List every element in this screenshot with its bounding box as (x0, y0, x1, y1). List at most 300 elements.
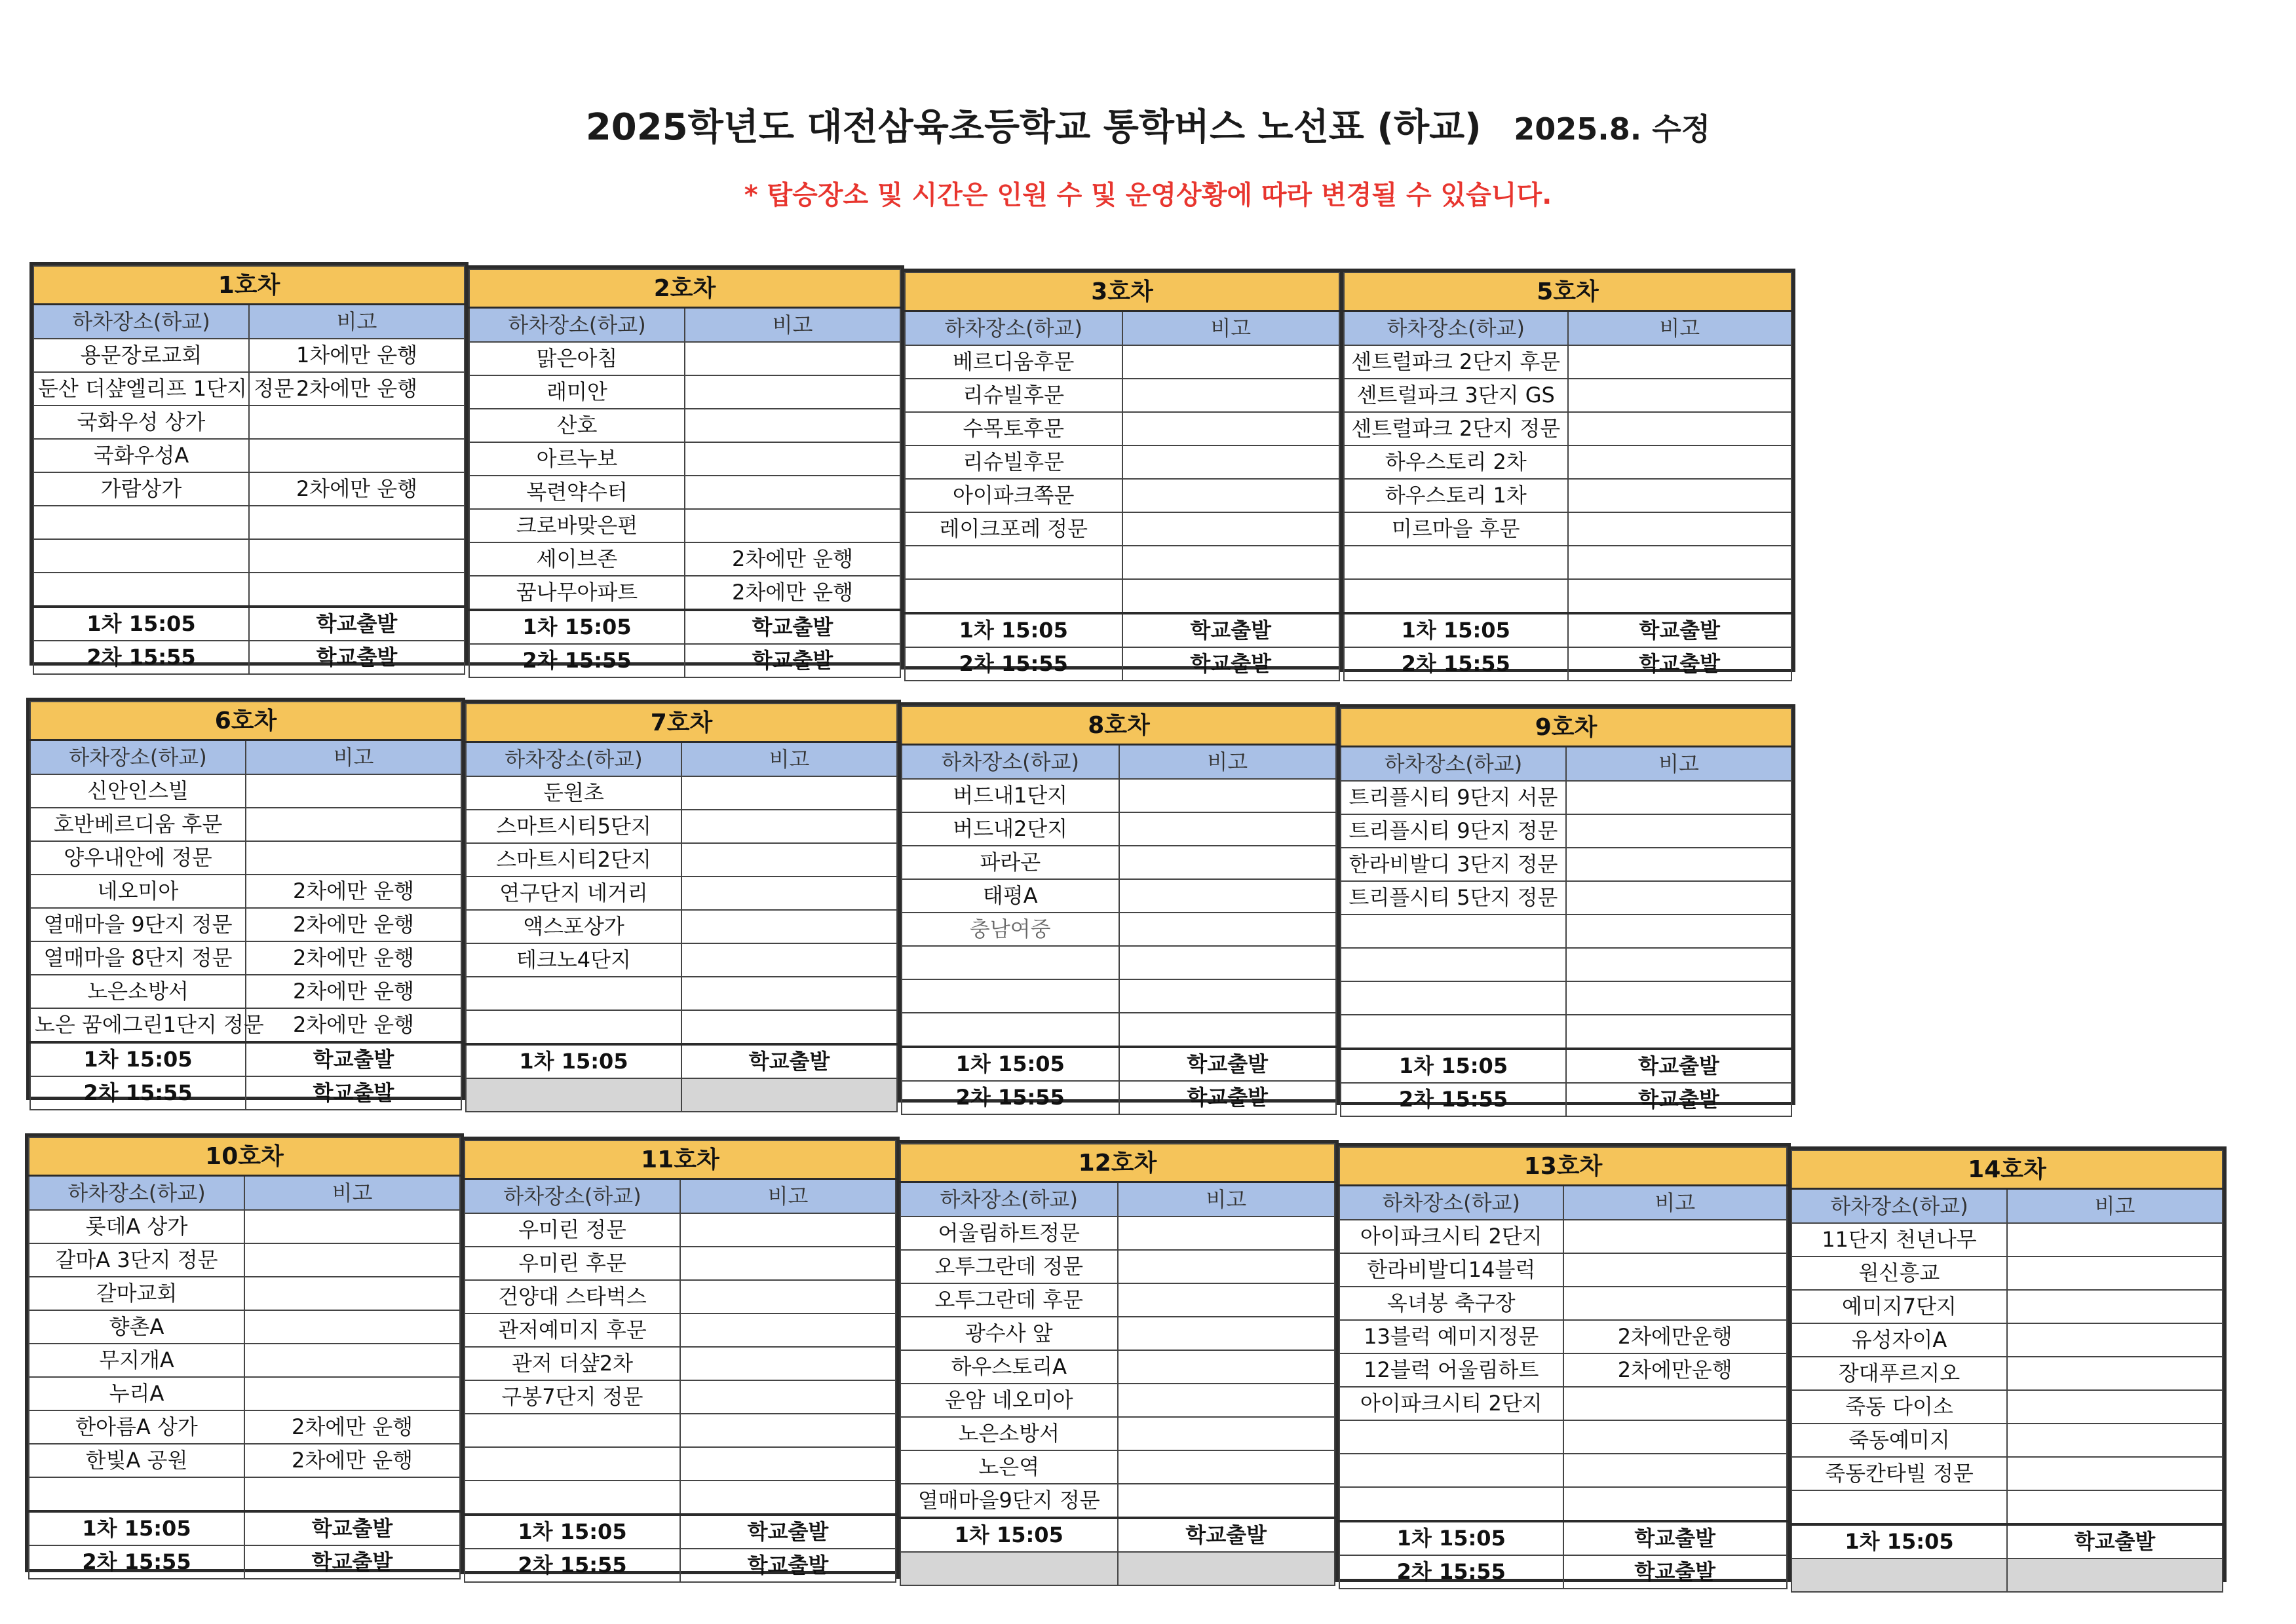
stop-name: 국화우성 상가 (33, 406, 249, 439)
departure-row (1339, 1555, 1787, 1589)
departure-row (1791, 1524, 2223, 1558)
table-row (1341, 848, 1791, 881)
stop-note (1118, 1484, 1335, 1518)
stop-note: 2차에만 운행 (244, 1410, 460, 1444)
stop-name: 목련약수터 (469, 476, 685, 509)
table-row (33, 439, 465, 472)
departure-row (900, 1518, 1335, 1552)
table-row (900, 1450, 1335, 1484)
table-row (902, 913, 1336, 946)
column-header-note: 비고 (1122, 311, 1340, 346)
stop-name: 하우스토리 2차 (1344, 445, 1568, 479)
stop-name: 레이크포레 정문 (905, 512, 1122, 546)
stop-note (1119, 879, 1337, 913)
table-row (1791, 1223, 2223, 1256)
stop-note (680, 1380, 896, 1414)
departure-time: 2차 15:55 (469, 644, 685, 677)
departure-note: 학교출발 (249, 641, 465, 674)
stop-note (1563, 1387, 1788, 1420)
stop-name: 오투그란데 후문 (900, 1283, 1118, 1317)
table-row (1341, 1015, 1791, 1049)
stop-note (680, 1447, 896, 1481)
table-row (1341, 981, 1791, 1015)
stop-name: 베르디움후문 (905, 345, 1122, 379)
table-row (905, 579, 1339, 613)
route-grid (1343, 272, 1792, 681)
column-header-note: 비고 (244, 1176, 460, 1211)
stop-name (902, 1013, 1119, 1047)
departure-row (1339, 1521, 1787, 1555)
stop-note (685, 375, 900, 409)
table-row (905, 345, 1339, 379)
table-row (1341, 814, 1791, 848)
departure-time: 1차 15:05 (902, 1047, 1119, 1081)
route-name: 3호차 (905, 273, 1339, 311)
departure-time: 2차 15:55 (1341, 1083, 1566, 1116)
table-row (1344, 445, 1791, 479)
table-row (1339, 1287, 1787, 1320)
column-header-note: 비고 (246, 740, 461, 775)
stop-name: 파라곤 (902, 846, 1119, 879)
stop-name (1341, 948, 1566, 981)
table-row (905, 412, 1339, 445)
stop-name: 스마트시티5단지 (466, 810, 681, 843)
stop-name (466, 977, 681, 1010)
stop-name (1339, 1454, 1563, 1487)
stop-name: 수목토후문 (905, 412, 1122, 445)
stop-name: 용문장로교회 (33, 339, 249, 372)
stop-name (1341, 1015, 1566, 1049)
stop-name: 센트럴파크 2단지 정문 (1344, 412, 1568, 445)
departure-time: 1차 15:05 (30, 1042, 246, 1076)
departure-note: 학교출발 (1122, 647, 1340, 681)
column-header-row (900, 1182, 1335, 1217)
stop-name: 한라비발디14블럭 (1339, 1253, 1563, 1287)
stop-name: 아르누보 (469, 442, 685, 476)
stop-name: 래미안 (469, 375, 685, 409)
stop-note (1568, 379, 1792, 412)
route-header-row (465, 1141, 896, 1179)
route-grid (1339, 1146, 1788, 1589)
route-name: 12호차 (900, 1144, 1335, 1182)
route-grid (1791, 1150, 2223, 1593)
stop-note (1566, 881, 1791, 915)
stop-note (1119, 846, 1337, 879)
table-row (29, 1344, 460, 1377)
table-row (33, 573, 465, 607)
departure-note: 학교출발 (681, 1044, 897, 1078)
stop-name: 한아름A 상가 (29, 1410, 244, 1444)
departure-note: 학교출발 (680, 1515, 896, 1549)
table-row (30, 975, 461, 1008)
stop-note (1118, 1384, 1335, 1417)
stop-name: 예미지7단지 (1791, 1290, 2007, 1323)
table-row (465, 1247, 896, 1280)
departure-time: 2차 15:55 (1339, 1555, 1563, 1589)
stop-note (680, 1280, 896, 1313)
stop-name: 미르마을 후문 (1344, 512, 1568, 546)
stop-note (1563, 1253, 1788, 1287)
stop-name: 트리플시티 9단지 서문 (1341, 781, 1566, 814)
column-header-row (1791, 1189, 2223, 1224)
column-header-stop: 하차장소(하교) (900, 1182, 1118, 1217)
table-row (1344, 379, 1791, 412)
stop-name: 갈마A 3단지 정문 (29, 1243, 244, 1277)
stop-note (685, 342, 900, 375)
stop-note: 2차에만 운행 (249, 472, 465, 506)
table-row (905, 445, 1339, 479)
table-row (33, 472, 465, 506)
route-table-9 (25, 1133, 464, 1572)
table-row (902, 846, 1336, 879)
stop-note (246, 841, 461, 875)
column-header-stop: 하차장소(하교) (1339, 1186, 1563, 1220)
stop-name: 롯데A 상가 (29, 1210, 244, 1243)
stop-name: 연구단지 네거리 (466, 877, 681, 910)
departure-note: 학교출발 (244, 1545, 460, 1579)
departure-time: 2차 15:55 (465, 1549, 680, 1582)
column-header-stop: 하차장소(하교) (1344, 311, 1568, 346)
table-row (1341, 915, 1791, 948)
route-table-10 (461, 1137, 900, 1577)
route-name: 14호차 (1791, 1150, 2223, 1189)
table-row (902, 812, 1336, 846)
column-header-note: 비고 (1118, 1182, 1335, 1217)
departure-note: 학교출발 (2007, 1524, 2223, 1558)
column-header-note: 비고 (685, 308, 900, 343)
table-row (469, 442, 900, 476)
table-row (905, 546, 1339, 579)
table-row (900, 1384, 1335, 1417)
stop-name: 하우스토리 1차 (1344, 479, 1568, 512)
stop-name: 노은소방서 (30, 975, 246, 1008)
stop-note: 2차에만 운행 (246, 875, 461, 908)
table-row (905, 479, 1339, 512)
route-table-6 (462, 700, 901, 1100)
stop-name: 국화우성A (33, 439, 249, 472)
table-row (1339, 1387, 1787, 1420)
table-row (30, 841, 461, 875)
departure-time: 2차 15:55 (30, 1076, 246, 1110)
column-header-note: 비고 (1119, 745, 1337, 780)
stop-note: 2차에만 운행 (249, 372, 465, 406)
stop-note (249, 539, 465, 573)
stop-name: 향촌A (29, 1310, 244, 1344)
column-header-row (30, 740, 461, 775)
table-row (900, 1350, 1335, 1384)
stop-name: 맑은아침 (469, 342, 685, 375)
departure-time: 1차 15:05 (469, 610, 685, 644)
route-header-row (29, 1137, 460, 1176)
route-name: 6호차 (30, 702, 461, 740)
stop-note (1563, 1487, 1788, 1521)
stop-name: 하우스토리A (900, 1350, 1118, 1384)
departure-row (466, 1044, 897, 1078)
column-header-stop: 하차장소(하교) (1791, 1189, 2007, 1224)
departure-time: 1차 15:05 (905, 613, 1122, 647)
stop-note (1119, 812, 1337, 846)
stop-name: 둔원초 (466, 776, 681, 810)
departure-row (1341, 1083, 1791, 1116)
stop-note: 2차에만 운행 (685, 576, 900, 610)
stop-name (33, 506, 249, 539)
stop-name: 테크노4단지 (466, 943, 681, 977)
column-header-row (902, 745, 1336, 780)
stop-name: 아이파크시티 2단지 (1339, 1387, 1563, 1420)
table-row (30, 774, 461, 808)
stop-name: 크로바맞은편 (469, 509, 685, 542)
table-row (900, 1484, 1335, 1518)
stop-name: 스마트시티2단지 (466, 843, 681, 877)
stop-note (681, 1010, 897, 1044)
route-table-13 (1788, 1146, 2227, 1582)
stop-note (680, 1313, 896, 1347)
route-table-2 (465, 265, 904, 673)
stop-name: 버드내2단지 (902, 812, 1119, 846)
column-header-note: 비고 (249, 305, 465, 339)
stop-name (1791, 1490, 2007, 1524)
stop-name: 꿈나무아파트 (469, 576, 685, 610)
stop-note (1119, 1013, 1337, 1047)
departure-row (29, 1545, 460, 1579)
stop-name: 산호 (469, 409, 685, 442)
column-header-note: 비고 (1563, 1186, 1788, 1220)
stop-name (33, 573, 249, 607)
departure-note: 학교출발 (1566, 1049, 1791, 1083)
table-row (465, 1313, 896, 1347)
table-row (902, 779, 1336, 812)
route-grid (469, 269, 901, 678)
stop-name: 건양대 스타벅스 (465, 1280, 680, 1313)
column-header-row (1339, 1186, 1787, 1220)
route-header-row (469, 269, 900, 308)
departure-time (900, 1552, 1118, 1585)
departure-time: 2차 15:55 (905, 647, 1122, 681)
route-name: 9호차 (1341, 708, 1791, 747)
table-row (33, 372, 465, 406)
table-row (1339, 1487, 1787, 1521)
stop-name: 관저예미지 후문 (465, 1313, 680, 1347)
stop-note (1118, 1217, 1335, 1250)
route-grid (29, 701, 462, 1110)
stop-note (2007, 1357, 2223, 1390)
stop-note (1563, 1454, 1788, 1487)
route-grid (33, 265, 465, 675)
stop-note (244, 1210, 460, 1243)
stop-name: 유성자이A (1791, 1323, 2007, 1357)
table-row (1344, 345, 1791, 379)
stop-name: 옥녀봉 축구장 (1339, 1287, 1563, 1320)
stop-note (1122, 412, 1340, 445)
departure-time: 1차 15:05 (1339, 1521, 1563, 1555)
table-row (902, 1013, 1336, 1047)
table-row (1791, 1490, 2223, 1524)
stop-name (1339, 1487, 1563, 1521)
departure-note: 학교출발 (685, 644, 900, 677)
stop-name: 11단지 천년나무 (1791, 1223, 2007, 1256)
stop-note (2007, 1457, 2223, 1490)
table-row (469, 576, 900, 610)
table-row (465, 1380, 896, 1414)
departure-row (1344, 613, 1791, 647)
stop-name (905, 579, 1122, 613)
route-header-row (900, 1144, 1335, 1182)
table-row (33, 506, 465, 539)
table-row (1341, 948, 1791, 981)
stop-name: 가람상가 (33, 472, 249, 506)
table-row (1339, 1353, 1787, 1387)
stop-note (246, 774, 461, 808)
stop-note (1568, 512, 1792, 546)
stop-note: 2차에만 운행 (246, 941, 461, 975)
departure-row (30, 1042, 461, 1076)
stop-note (681, 943, 897, 977)
stop-note (680, 1247, 896, 1280)
route-header-row (1344, 273, 1791, 311)
table-row (469, 375, 900, 409)
column-header-stop: 하차장소(하교) (466, 742, 681, 777)
departure-note: 학교출발 (1119, 1081, 1337, 1114)
departure-row (465, 1549, 896, 1582)
table-row (33, 339, 465, 372)
route-grid (900, 1143, 1335, 1586)
table-row (1791, 1424, 2223, 1457)
stop-name: 센트럴파크 2단지 후문 (1344, 345, 1568, 379)
table-row (469, 409, 900, 442)
table-row (1339, 1253, 1787, 1287)
stop-name (905, 546, 1122, 579)
stop-name: 아이파크쪽문 (905, 479, 1122, 512)
table-row (33, 539, 465, 573)
stop-note (1118, 1350, 1335, 1384)
stop-note: 2차에만운행 (1563, 1353, 1788, 1387)
table-row (466, 776, 897, 810)
stop-name: 무지개A (29, 1344, 244, 1377)
departure-time: 2차 15:55 (1344, 647, 1568, 681)
departure-time: 1차 15:05 (466, 1044, 681, 1078)
stop-note (1119, 946, 1337, 979)
notice-text: * 탑승장소 및 시간은 인원 수 및 운영상황에 따라 변경될 수 있습니다. (744, 180, 1552, 210)
table-row (1341, 781, 1791, 814)
departure-row (30, 1076, 461, 1110)
stop-note (1566, 848, 1791, 881)
table-row (30, 1008, 461, 1042)
table-row (1791, 1290, 2223, 1323)
stop-note (681, 877, 897, 910)
stop-note (1566, 948, 1791, 981)
stop-name: 열매마을 8단지 정문 (30, 941, 246, 975)
stop-note (680, 1213, 896, 1247)
table-row (29, 1410, 460, 1444)
table-row (469, 509, 900, 542)
route-grid (464, 1140, 896, 1583)
stop-name: 네오미아 (30, 875, 246, 908)
stop-name: 갈마교회 (29, 1277, 244, 1310)
stop-name: 리슈빌후문 (905, 379, 1122, 412)
table-row (1339, 1220, 1787, 1253)
table-row (1339, 1420, 1787, 1454)
departure-note: 학교출발 (685, 610, 900, 644)
stop-name: 노은 꿈에그린1단지 정문 (30, 1008, 246, 1042)
stop-note: 2차에만운행 (1563, 1320, 1788, 1353)
stop-note (1122, 579, 1340, 613)
route-table-7 (898, 702, 1340, 1110)
stop-note (1566, 781, 1791, 814)
stop-note (1119, 779, 1337, 812)
stop-name: 한빛A 공원 (29, 1444, 244, 1477)
stop-note (1118, 1283, 1335, 1317)
stop-name: 광수사 앞 (900, 1317, 1118, 1350)
departure-time: 2차 15:55 (33, 641, 249, 674)
stop-name (902, 946, 1119, 979)
stop-name (33, 539, 249, 573)
stop-note (681, 776, 897, 810)
stop-note (2007, 1390, 2223, 1424)
table-row (29, 1310, 460, 1344)
stop-name: 양우내안에 정문 (30, 841, 246, 875)
stop-note (1122, 512, 1340, 546)
route-table-3 (901, 269, 1343, 676)
stop-note (681, 977, 897, 1010)
table-row (469, 342, 900, 375)
table-row (900, 1250, 1335, 1283)
departure-row (465, 1515, 896, 1549)
stop-name: 트리플시티 5단지 정문 (1341, 881, 1566, 915)
column-header-row (29, 1176, 460, 1211)
stop-name: 트리플시티 9단지 정문 (1341, 814, 1566, 848)
route-grid (901, 706, 1337, 1115)
stop-note (1119, 913, 1337, 946)
stop-note (246, 808, 461, 841)
column-header-row (33, 305, 465, 339)
stop-note (244, 1277, 460, 1310)
table-row (29, 1243, 460, 1277)
table-row (1791, 1323, 2223, 1357)
departure-time: 2차 15:55 (29, 1545, 244, 1579)
stop-note (2007, 1323, 2223, 1357)
column-header-stop: 하차장소(하교) (30, 740, 246, 775)
route-name: 5호차 (1344, 273, 1791, 311)
stop-name: 원신흥교 (1791, 1256, 2007, 1290)
route-header-row (902, 706, 1336, 745)
table-row (465, 1347, 896, 1380)
route-table-11 (896, 1140, 1339, 1579)
stop-note (685, 409, 900, 442)
stop-note (249, 406, 465, 439)
stop-note (681, 910, 897, 943)
departure-row (469, 610, 900, 644)
stop-note (249, 439, 465, 472)
departure-time: 1차 15:05 (1344, 613, 1568, 647)
stop-name: 구봉7단지 정문 (465, 1380, 680, 1414)
table-row (465, 1213, 896, 1247)
stop-note (681, 810, 897, 843)
departure-row (902, 1047, 1336, 1081)
stop-name: 신안인스빌 (30, 774, 246, 808)
departure-note: 학교출발 (249, 607, 465, 641)
route-name: 11호차 (465, 1141, 896, 1179)
route-table-4 (1340, 269, 1795, 676)
stop-note: 2차에만 운행 (244, 1444, 460, 1477)
column-header-stop: 하차장소(하교) (469, 308, 685, 343)
stop-note (1118, 1450, 1335, 1484)
departure-row (29, 1511, 460, 1545)
stop-name: 액스포상가 (466, 910, 681, 943)
stop-name: 죽동예미지 (1791, 1424, 2007, 1457)
stop-name (466, 1010, 681, 1044)
stop-note (1566, 814, 1791, 848)
stop-note (1568, 345, 1792, 379)
